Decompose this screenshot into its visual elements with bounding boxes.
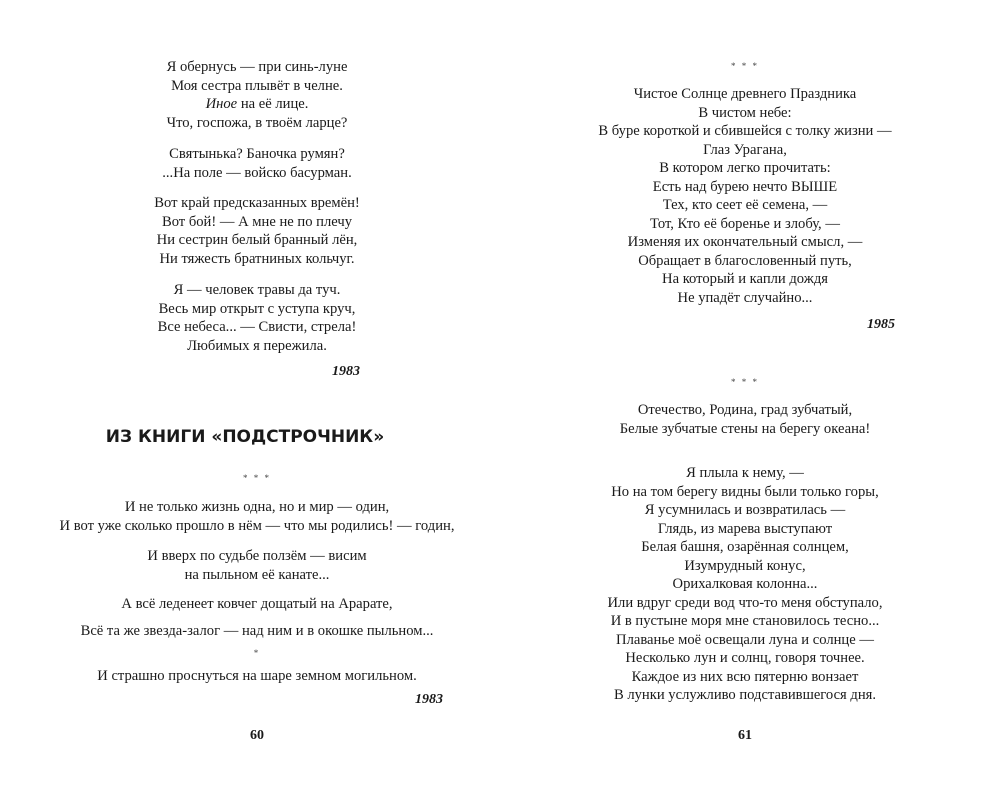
poem-line: Несколько лун и солнц, говоря точнее. bbox=[625, 650, 865, 666]
poem-line: Изменяя их окончательный смысл, — bbox=[627, 234, 863, 250]
poem-line: Я плыла к нему, — bbox=[686, 465, 804, 481]
stanza bbox=[57, 547, 457, 584]
poem-line: В лунки услужливо подставившегося дня. bbox=[613, 687, 877, 703]
stanza bbox=[57, 58, 457, 132]
poem-line: Орихалковая колонна... bbox=[672, 576, 818, 592]
poem-line: На который и капли дождя bbox=[662, 271, 828, 287]
right-page bbox=[490, 0, 1000, 800]
poem-line: Глаз Урагана, bbox=[703, 141, 787, 158]
poem-line: Я усумнилась и возвратилась — bbox=[644, 502, 846, 518]
poem-line: А всё леденеет ковчег дощатый на Арарате, bbox=[121, 596, 393, 612]
stanza bbox=[545, 401, 945, 438]
poem-line: Плаванье моё освещали луна и солнце — bbox=[616, 631, 874, 648]
poem-line: Тех, кто сеет её семена, — bbox=[662, 197, 828, 213]
stanza bbox=[57, 145, 457, 182]
poem-line: Ни тяжесть братниных кольчуг. bbox=[159, 250, 355, 267]
poem-line: Все небеса... — Свисти, стрела! bbox=[157, 319, 357, 335]
poem-separator-stars: * * * bbox=[243, 473, 271, 483]
poem-line: Изумрудный конус, bbox=[684, 557, 806, 574]
poem-line: Чистое Солнце древнего Праздника bbox=[633, 86, 857, 102]
poem-line: И вот уже сколько прошло в нём — что мы родились! — годин, bbox=[59, 517, 455, 534]
poem-line: ...На поле — войско басурман. bbox=[162, 164, 352, 181]
poem-line: Или вдруг среди вод что-то меня обступало, bbox=[607, 594, 883, 611]
stanza bbox=[57, 281, 457, 355]
poem-line: Что, госпожа, в твоём ларце? bbox=[166, 114, 348, 131]
italic-word: Иное bbox=[205, 96, 238, 112]
stanza-separator: * bbox=[253, 648, 261, 658]
poem-line: Глядь, из марева выступают bbox=[657, 520, 833, 537]
poem-line: Тот, Кто её боренье и злобу, — bbox=[650, 215, 840, 232]
poem-line: И не только жизнь одна, но и мир — один, bbox=[124, 499, 390, 515]
poem-year: 1983 bbox=[415, 692, 443, 707]
section-title: ИЗ КНИГИ «ПОДСТРОЧНИК» bbox=[105, 427, 385, 447]
poem-line: Белая башня, озарённая солнцем, bbox=[641, 539, 849, 555]
poem-line: Моя сестра плывёт в челне. bbox=[171, 77, 343, 94]
poem-line: Любимых я пережила. bbox=[187, 337, 327, 354]
poem-line: В буре короткой и сбившейся с толку жизни — bbox=[598, 123, 892, 139]
poem-line: Я — человек травы да туч. bbox=[173, 282, 341, 298]
poem-line: Не упадёт случайно... bbox=[677, 289, 813, 306]
poem-line: И страшно проснуться на шаре земном могильном. bbox=[97, 668, 417, 684]
poem-line: И вверх по судьбе ползём — висим bbox=[147, 548, 367, 564]
poem-year: 1983 bbox=[332, 364, 360, 379]
poem-year: 1985 bbox=[867, 317, 895, 332]
poem-separator-stars: * * * bbox=[731, 61, 759, 71]
stanza bbox=[57, 595, 457, 614]
line-text: на её лице. bbox=[237, 96, 309, 112]
poem-line: В котором легко прочитать: bbox=[659, 160, 831, 176]
poem-line: Белые зубчатые стены на берегу океана! bbox=[619, 420, 871, 437]
poem-line: Святынька? Баночка румян? bbox=[169, 146, 345, 162]
poem-line: Вот край предсказанных времён! bbox=[154, 195, 360, 211]
poem-line: Вот бой! — А мне не по плечу bbox=[161, 213, 353, 230]
poem-line: Есть над бурею нечто ВЫШЕ bbox=[652, 178, 838, 195]
poem-line: на пыльном её канате... bbox=[184, 566, 330, 583]
stanza bbox=[545, 464, 945, 705]
poem-line: И в пустыне моря мне становилось тесно... bbox=[610, 613, 880, 629]
stanza bbox=[57, 498, 457, 535]
stanza bbox=[545, 85, 945, 307]
poem-line bbox=[57, 95, 457, 114]
poem-line: Я обернусь — при синь-луне bbox=[166, 59, 348, 75]
poem-line: Каждое из них всю пятерню вонзает bbox=[631, 668, 859, 685]
poem-line: В чистом небе: bbox=[698, 104, 792, 121]
poem-line: Обращает в благословенный путь, bbox=[638, 252, 852, 269]
poem-separator-stars: * * * bbox=[731, 377, 759, 387]
page-number: 61 bbox=[738, 728, 752, 743]
poem-line: Весь мир открыт с уступа круч, bbox=[158, 300, 356, 317]
poem-line: Всё та же звезда-залог — над ним и в окошке пыльном... bbox=[80, 623, 434, 639]
stanza bbox=[57, 622, 457, 641]
poem-line: Отечество, Родина, град зубчатый, bbox=[637, 402, 853, 418]
poem-line: Но на том берегу видны были только горы, bbox=[611, 483, 879, 500]
page-number: 60 bbox=[250, 728, 264, 743]
poem-line: Ни сестрин белый бранный лён, bbox=[156, 232, 358, 248]
stanza bbox=[57, 194, 457, 268]
